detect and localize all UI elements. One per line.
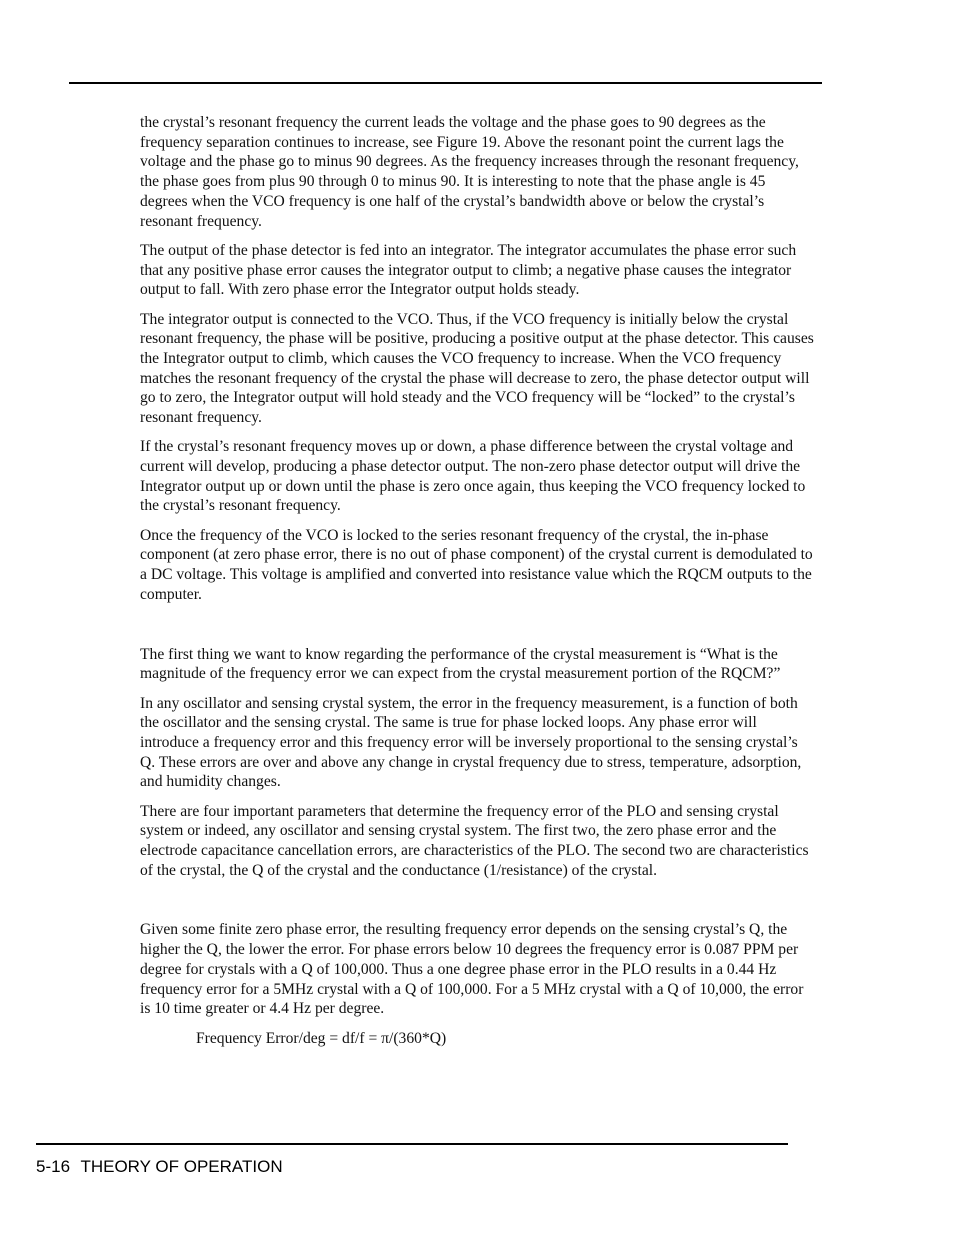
paragraph: The integrator output is connected to the VCO. Thus, if the VCO frequency is initially below the crystal resonant frequency, the phase will be positive, producing a positive output at the phase detector. This causes the Integrator output to climb, which causes the VCO frequency to increase. When the VCO frequency matches the resonant frequency of the crystal the phase will decrease to zero, the phase detector output will go to zero, the Integrator output will hold steady and the VCO frequency will be “locked” to the crystal’s resonant frequency. (140, 310, 814, 427)
footer-rule (36, 1143, 788, 1145)
header-rule (69, 82, 822, 84)
page-footer (36, 1157, 283, 1177)
formula: Frequency Error/deg = df/f = π/(360*Q) (196, 1029, 447, 1047)
body-text (140, 113, 816, 1058)
paragraph: the crystal’s resonant frequency the current leads the voltage and the phase goes to 90 degrees as the frequency separation continues to increase, see Figure 19. Above the resonant point the current lags the voltage and the phase go to minus 90 degrees. As the frequency increases through the resonant frequency, the phase goes from plus 90 through 0 to minus 90. It is interesting to note that the phase angle is 45 degrees when the VCO frequency is one half of the crystal’s bandwidth above or below the crystal’s resonant frequency. (140, 114, 799, 230)
paragraph: In any oscillator and sensing crystal system, the error in the frequency measurement, is a function of both the oscillator and the sensing crystal. The same is true for phase locked loops. Any phase error will introduce a frequency error and this frequency error will be inversely proportional to the sensing crystal’s Q. These errors are over and above any change in crystal frequency due to stress, temperature, adsorption, and humidity changes. (140, 694, 802, 791)
paragraph: The output of the phase detector is fed into an integrator. The integrator accumulates the phase error such that any positive phase error causes the integrator output to climb; a negative phase causes the integrator output to fall. With zero phase error the Integrator output holds steady. (140, 241, 797, 299)
section-title: THEORY OF OPERATION (80, 1157, 283, 1176)
page-number: 5-16 (36, 1157, 71, 1176)
paragraph: There are four important parameters that determine the frequency error of the PLO and sensing crystal system or indeed, any oscillator and sensing crystal system. The first two, the zero phase error and the electrode capacitance cancellation errors, are characteristics of the PLO. The second two are characteristics of the crystal, the Q of the crystal and the conductance (1/resistance) of the crystal. (140, 802, 809, 879)
paragraph: Once the frequency of the VCO is locked to the series resonant frequency of the crystal, the in-phase component (at zero phase error, there is no out of phase component) of the crystal current is demodulated to a DC voltage. This voltage is amplified and converted into resistance value which the RQCM outputs to the computer. (140, 526, 813, 603)
paragraph: The first thing we want to know regarding the performance of the crystal measurement is “What is the magnitude of the frequency error we can expect from the crystal measurement portion of the RQCM?” (140, 645, 781, 683)
paragraph: If the crystal’s resonant frequency moves up or down, a phase difference between the crystal voltage and current will develop, producing a phase detector output. The non-zero phase detector output will drive the Integrator output up or down until the phase is zero once again, thus keeping the VCO frequency locked to the crystal’s resonant frequency. (140, 438, 806, 515)
paragraph: Given some finite zero phase error, the resulting frequency error depends on the sensing crystal’s Q, the higher the Q, the lower the error. For phase errors below 10 degrees the frequency error is 0.087 PPM per degree for crystals with a Q of 100,000. Thus a one degree phase error in the PLO results in a 0.44 Hz frequency error for a 5MHz crystal with a Q of 100,000. For a 5 MHz crystal with a Q of 10,000, the error is 10 time greater or 4.4 Hz per degree. (140, 921, 804, 1018)
